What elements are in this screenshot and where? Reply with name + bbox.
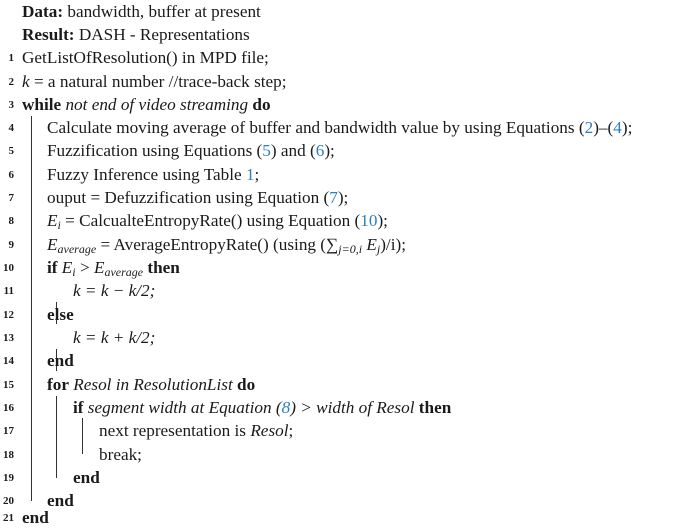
line-number: 2 <box>8 76 14 88</box>
line-text: GetListOfResolution() in MPD file; <box>22 48 269 67</box>
line-number: 9 <box>8 239 14 251</box>
line-number: 1 <box>8 52 14 64</box>
line-number: 6 <box>8 169 14 181</box>
keyword-end: end <box>73 468 100 487</box>
line-number: 18 <box>3 449 14 461</box>
var-E: E <box>93 258 105 277</box>
keyword-then: then <box>147 258 180 277</box>
keyword-end: end <box>47 491 74 510</box>
subscript: j <box>376 242 381 256</box>
line-number: 19 <box>3 472 14 484</box>
subscript: j=0,i <box>338 242 363 256</box>
line-number: 5 <box>8 145 14 157</box>
var-E: E <box>47 235 58 254</box>
subscript: average <box>104 265 144 279</box>
equation-ref-7[interactable]: 7 <box>329 188 338 207</box>
keyword-end: end <box>47 351 74 370</box>
condition: segment width at Equation ( <box>87 398 282 417</box>
line-text: ; <box>288 421 294 440</box>
line-text: ) and ( <box>270 141 316 160</box>
condition: Resol in ResolutionList <box>73 375 233 394</box>
line-number: 15 <box>3 379 14 391</box>
data-label: Data: <box>22 2 64 21</box>
line-number: 3 <box>8 99 14 111</box>
keyword-if: if <box>73 398 84 417</box>
line-number: 8 <box>8 215 14 227</box>
keyword-while: while <box>22 95 62 114</box>
line-text: k = k − k/2; <box>73 281 156 300</box>
line-text: Fuzzification using Equations ( <box>47 141 263 160</box>
while-block-bar <box>31 116 32 501</box>
line-text: = CalcualteEntropyRate() using Equation ( <box>60 211 361 230</box>
line-text: = a natural number //trace-back step; <box>29 72 287 91</box>
line-text: k = k + k/2; <box>73 328 156 347</box>
line-number: 11 <box>3 285 14 297</box>
subscript: i <box>57 218 61 232</box>
line-text: Fuzzy Inference using Table <box>47 165 246 184</box>
equation-ref-6[interactable]: 6 <box>315 141 325 160</box>
for-block-bar <box>56 396 57 478</box>
keyword-else: else <box>47 305 74 324</box>
equation-ref-5[interactable]: 5 <box>262 141 271 160</box>
result-label: Result: <box>22 25 75 44</box>
line-number: 20 <box>3 495 14 507</box>
data-value: bandwidth, buffer at present <box>67 2 261 21</box>
line-number: 16 <box>3 402 14 414</box>
var-E: E <box>362 235 377 254</box>
equation-ref-10[interactable]: 10 <box>360 211 378 230</box>
var-E: E <box>47 211 58 230</box>
line-text: ); <box>377 211 388 230</box>
inner-if-block-bar <box>82 418 83 454</box>
line-text: ); <box>621 118 633 137</box>
equation-ref-2[interactable]: 2 <box>584 118 594 137</box>
var-k: k <box>22 72 30 91</box>
operator: > <box>75 258 94 277</box>
line-number: 10 <box>3 262 14 274</box>
line-number: 13 <box>3 332 14 344</box>
line-text: break; <box>99 445 142 464</box>
keyword-for: for <box>47 375 69 394</box>
line-number: 7 <box>8 192 14 204</box>
subscript: i <box>72 265 76 279</box>
line-number: 12 <box>3 309 14 321</box>
line-text: ); <box>324 141 335 160</box>
var-resol: Resol <box>250 421 289 440</box>
line-text: next representation is <box>99 421 251 440</box>
equation-ref-8[interactable]: 8 <box>281 398 291 417</box>
line-number: 21 <box>3 512 14 524</box>
equation-ref-4[interactable]: 4 <box>613 118 622 137</box>
line-text: ); <box>337 188 349 207</box>
table-ref-1[interactable]: 1 <box>245 165 255 184</box>
line-number: 14 <box>3 355 14 367</box>
line-text: = AverageEntropyRate() (using (∑ <box>96 235 339 254</box>
line-text: )–( <box>593 118 614 137</box>
line-number: 4 <box>8 122 14 134</box>
result-value: DASH - Representations <box>78 25 250 44</box>
keyword-end: end <box>22 508 49 527</box>
keyword-if: if <box>47 258 58 277</box>
var-E: E <box>61 258 73 277</box>
line-number: 17 <box>3 425 14 437</box>
line-text: )/i); <box>380 235 406 254</box>
line-text: Calculate moving average of buffer and bandwidth value by using Equations ( <box>47 118 585 137</box>
keyword-then: then <box>418 398 452 417</box>
condition: not end of video streaming <box>65 95 249 114</box>
condition: ) > width of Resol <box>290 398 415 417</box>
keyword-do: do <box>252 95 271 114</box>
keyword-do: do <box>237 375 256 394</box>
line-text: ; <box>254 165 260 184</box>
line-text: ouput = Defuzzification using Equation ( <box>47 188 330 207</box>
subscript: average <box>57 242 97 256</box>
